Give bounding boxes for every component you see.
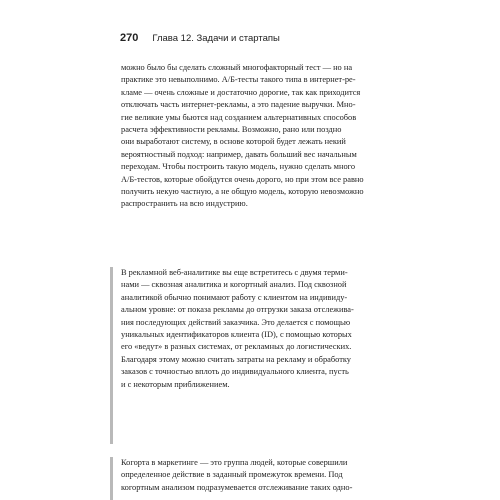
text-line: определенное действие в заданный промежуток времени. Под (121, 470, 343, 480)
text-line: альном уровне: от показа рекламы до отгрузки заказа отслежива- (121, 305, 354, 315)
text-line: Когорта в маркетинге — это группа людей, которые совершили (121, 458, 348, 467)
paragraph-1 (121, 62, 385, 254)
paragraph-2 (121, 267, 385, 447)
page-number: 270 (120, 32, 139, 44)
text-line: аналитикой обычно понимают работу с клиентом на индивиду- (121, 292, 348, 302)
running-head (120, 32, 280, 48)
text-line: Благодаря этому можно считать затраты на рекламу и обработку (121, 354, 351, 364)
text-line: отключать часть интернет-рекламы, а это падение выручки. Мно- (121, 100, 356, 110)
text-line: А/Б-тестов, которые обойдутся очень дорого, но при этом все равно (121, 174, 364, 184)
chapter-title: Глава 12. Задачи и стартапы (152, 33, 280, 44)
text-line: практике это невыполнимо. А/Б-тесты такого типа в интернет-ре- (121, 75, 356, 85)
text-line: В рекламной веб-аналитике вы еще встретитесь с двумя терми- (121, 268, 348, 277)
text-line: можно было бы сделать сложный многофакторный тест — но на (121, 63, 353, 72)
text-line: кламе — очень сложные и достаточно дорогие, так как приходится (121, 87, 361, 97)
text-line: расчета эффективности рекламы. Возможно, рано или поздно (121, 124, 342, 134)
text-line: вероятностный подход: например, давать больший вес начальным (121, 149, 357, 159)
text-line: ния последующих действий заказчика. Это делается с помощью (121, 317, 351, 327)
text-line: переходам. Чтобы построить такую модель, нужно сделать много (121, 162, 356, 172)
paragraph-3 (121, 457, 385, 500)
text-line: нами — сквозная аналитика и когортный анализ. Под сквозной (121, 280, 347, 290)
text-line: заказов с точностью вплоть до индивидуального клиента, пусть (121, 367, 349, 377)
text-line: распространить на всю индустрию. (121, 199, 248, 209)
text-line: и с некоторым приближением. (121, 379, 230, 389)
text-line: получить некую частную, а не общую модель, которую невозможно (121, 186, 364, 196)
text-line: его «ведут» в разных системах, от рекламных до логистических. (121, 342, 352, 352)
text-line: уникальных идентификаторов клиента (ID), с помощью которых (121, 329, 352, 339)
text-line: гие великие умы бьются над созданием альтернативных способов (121, 112, 357, 122)
sidebar-rule (110, 457, 113, 500)
text-line: они выработают систему, в основе которой будет лежать некий (121, 137, 346, 147)
text-line: когортным анализом подразумевается отслеживание таких одно- (121, 482, 353, 492)
sidebar-rule (110, 267, 113, 444)
